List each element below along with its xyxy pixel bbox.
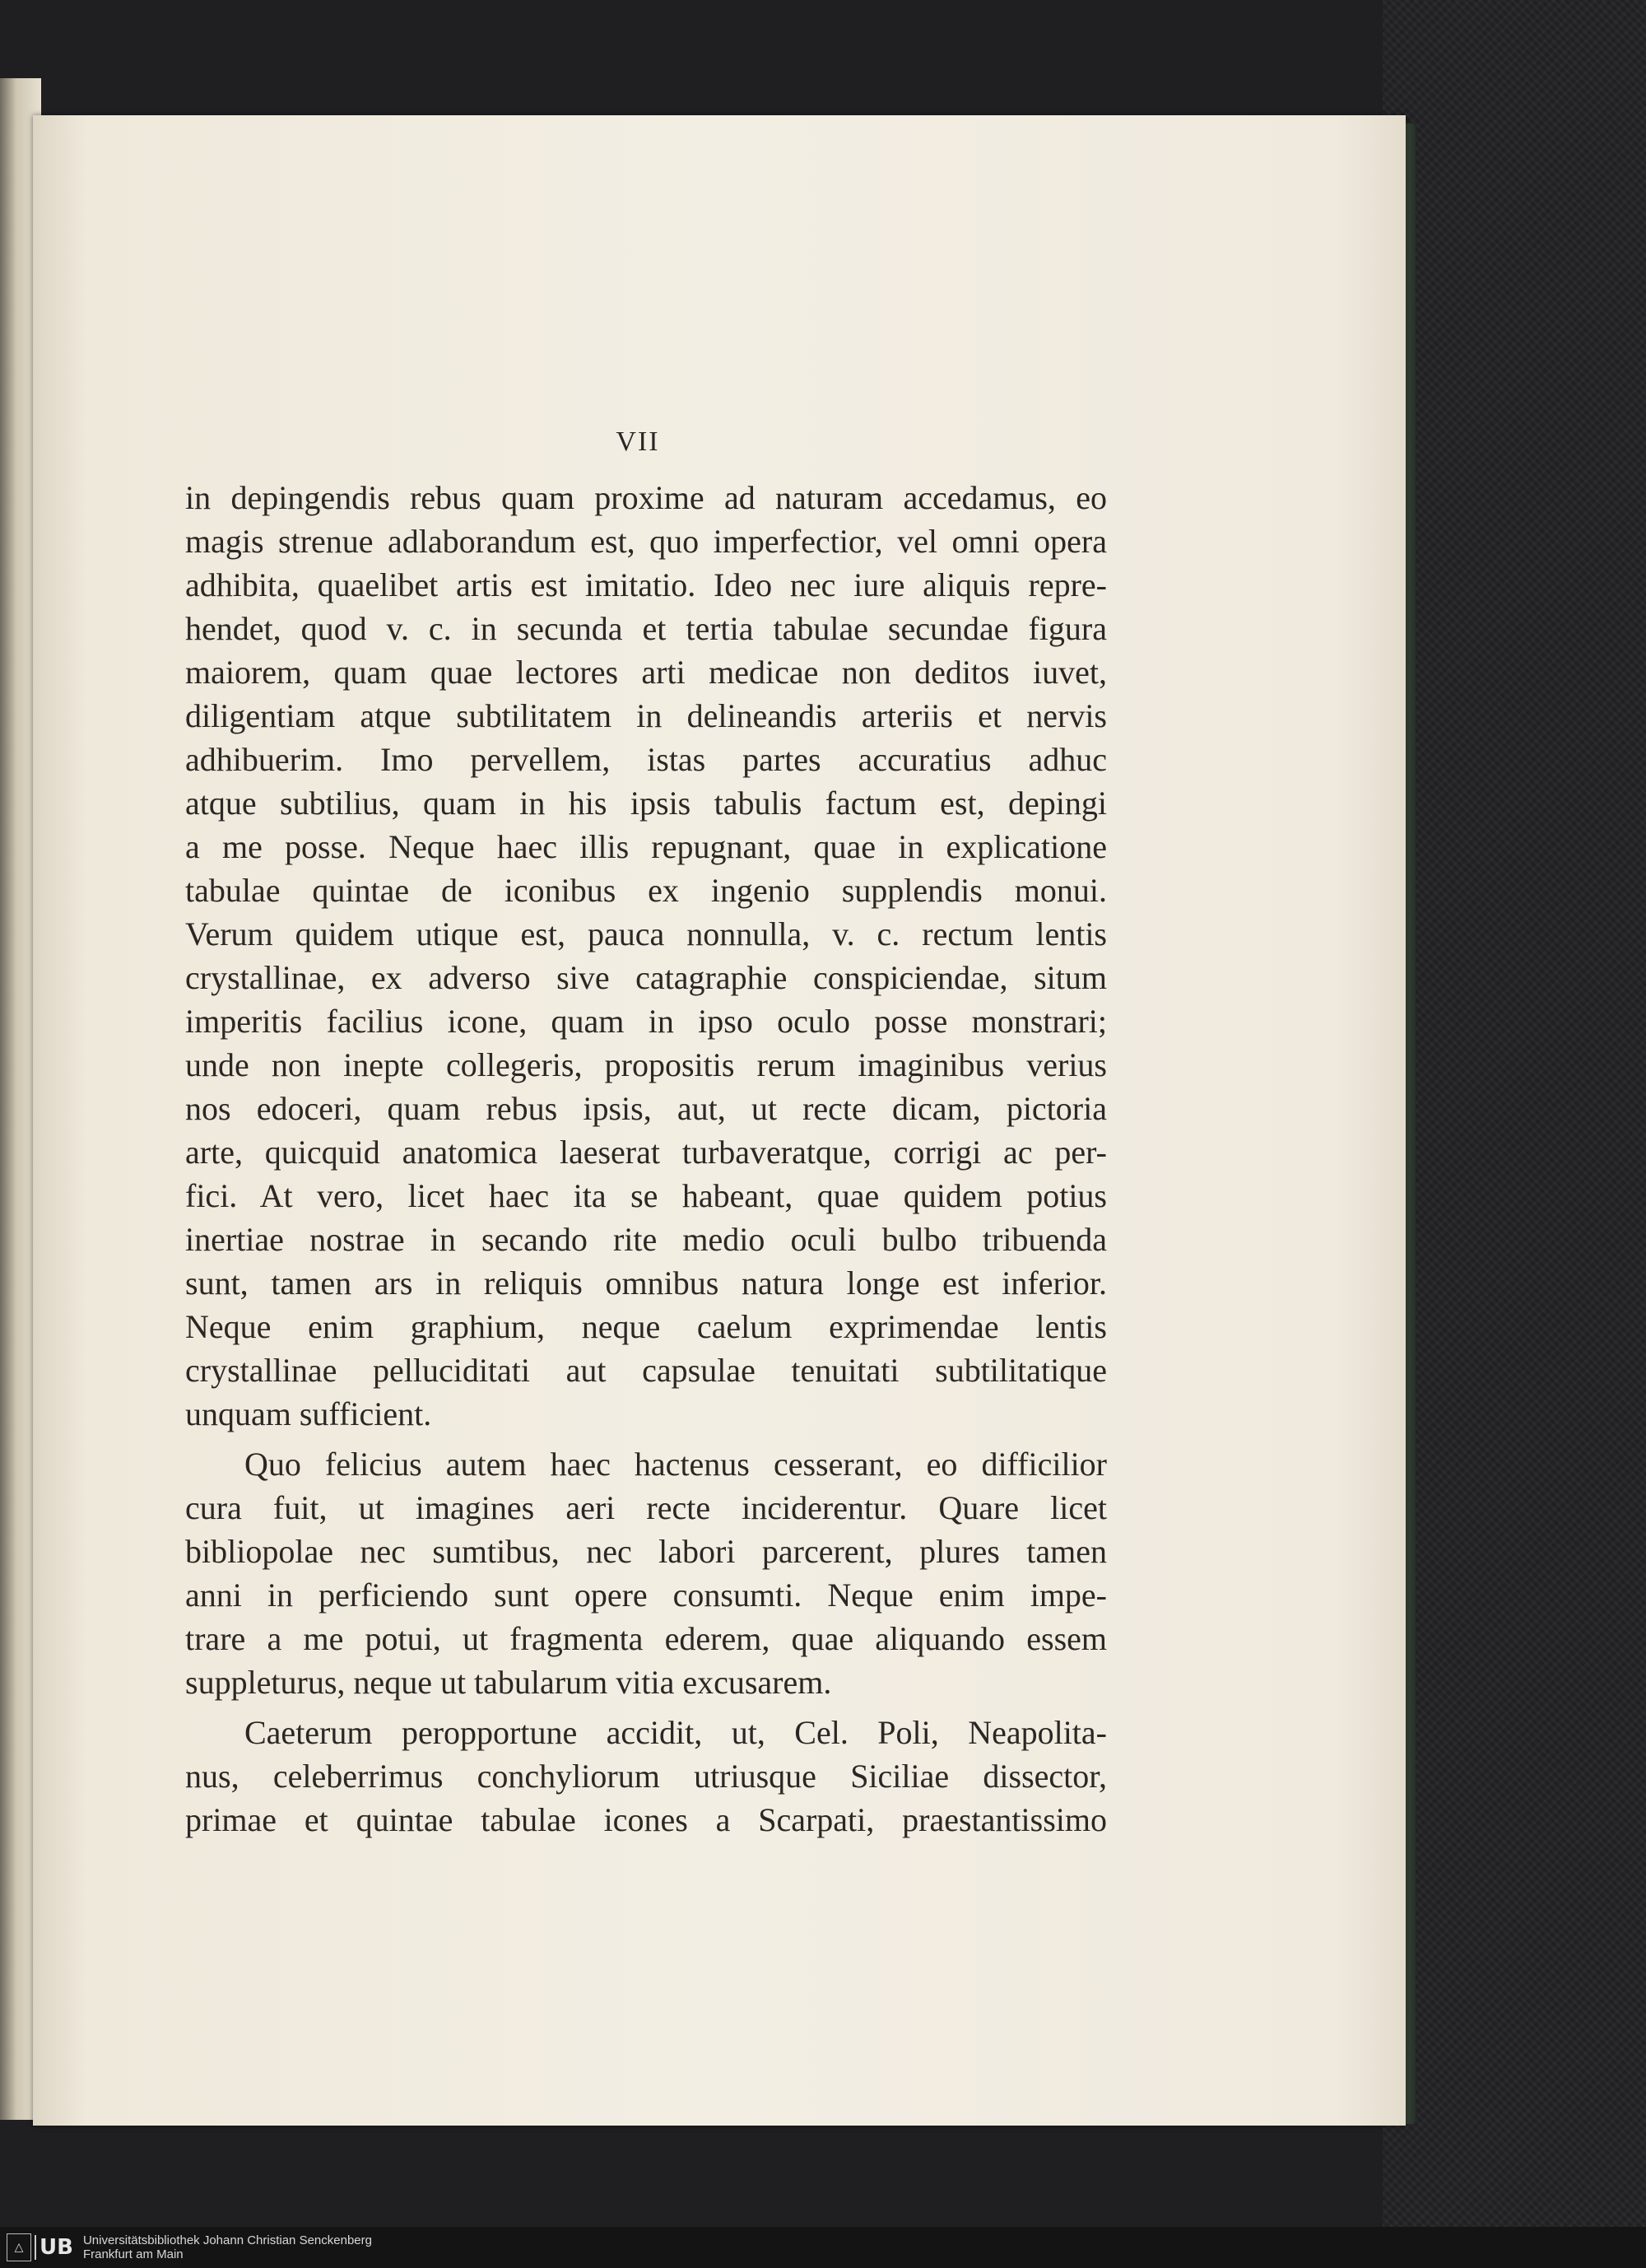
text-line: crystallinae pelluciditati aut capsulae tenuitati subtilitatique [185,1352,1107,1389]
text-line: unquam sufficient. [185,1395,432,1432]
text-line: a me posse. Neque haec illis repugnant, quae in explicatione [185,828,1107,865]
footer-bar [0,2227,1646,2268]
text-line: cura fuit, ut imagines aeri recte inciderentur. Quare licet [185,1489,1107,1526]
logo-text: UB [35,2235,73,2260]
text-line: Quo felicius autem haec hactenus cesserant, eo difficilior [244,1446,1107,1483]
text-line: inertiae nostrae in secando rite medio oculi bulbo tribuenda [185,1221,1107,1258]
text-line: arte, quicquid anatomica laeserat turbaveratque, corrigi ac per- [185,1134,1107,1171]
text-line: unde non inepte collegeris, propositis rerum imaginibus verius [185,1046,1107,1083]
text-line: tabulae quintae de iconibus ex ingenio supplendis monui. [185,872,1107,909]
paragraph [185,476,1107,1436]
text-line: Caeterum peropportune accidit, ut, Cel. Poli, Neapolita- [244,1714,1107,1751]
text-line: bibliopolae nec sumtibus, nec labori parcerent, plures tamen [185,1533,1107,1570]
text-line: fici. At vero, licet haec ita se habeant, quae quidem potius [185,1177,1107,1214]
text-line: nus, celeberrimus conchyliorum utriusque Siciliae dissector, [185,1758,1107,1795]
text-line: suppleturus, neque ut tabularum vitia excusarem. [185,1664,832,1701]
text-line: adhibuerim. Imo pervellem, istas partes accuratius adhuc [185,741,1107,778]
institution-name [83,2233,372,2261]
text-line: nos edoceri, quam rebus ipsis, aut, ut recte dicam, pictoria [185,1090,1107,1127]
text-line: in depingendis rebus quam proxime ad naturam accedamus, eo [185,479,1107,516]
book-cover-background [1383,0,1646,2268]
text-line: anni in perficiendo sunt opere consumti. Neque enim impe- [185,1576,1107,1614]
text-line: trare a me potui, ut fragmenta ederem, quae aliquando essem [185,1620,1107,1657]
text-line: atque subtilius, quam in his ipsis tabulis factum est, depingi [185,785,1107,822]
text-line: primae et quintae tabulae icones a Scarpati, praestantissimo [185,1801,1107,1838]
text-line: Verum quidem utique est, pauca nonnulla, v. c. rectum lentis [185,915,1107,952]
text-line: Neque enim graphium, neque caelum exprimendae lentis [185,1308,1107,1345]
text-line: adhibita, quaelibet artis est imitatio. Ideo nec iure aliquis repre- [185,566,1107,603]
text-line: maiorem, quam quae lectores arti medicae non deditos iuvet, [185,654,1107,691]
text-line: hendet, quod v. c. in secunda et tertia tabulae secundae figura [185,610,1107,647]
page-text [185,476,1107,1842]
text-line: sunt, tamen ars in reliquis omnibus natura longe est inferior. [185,1264,1107,1302]
page-number: VII [616,426,660,457]
paragraph [185,1711,1107,1842]
institution-line: Universitätsbibliothek Johann Christian Senckenberg [82,2233,372,2247]
library-logo [7,2233,372,2261]
text-line: magis strenue adlaborandum est, quo imperfectior, vel omni opera [185,523,1107,560]
text-line: diligentiam atque subtilitatem in delineandis arteriis et nervis [185,697,1107,734]
text-line: crystallinae, ex adverso sive catagraphie conspiciendae, situm [185,959,1107,996]
paragraph [185,1442,1107,1704]
library-emblem-icon: △ [7,2233,31,2261]
text-line: imperitis facilius icone, quam in ipso oculo posse monstrari; [185,1003,1107,1040]
institution-city: Frankfurt am Main [82,2247,184,2261]
